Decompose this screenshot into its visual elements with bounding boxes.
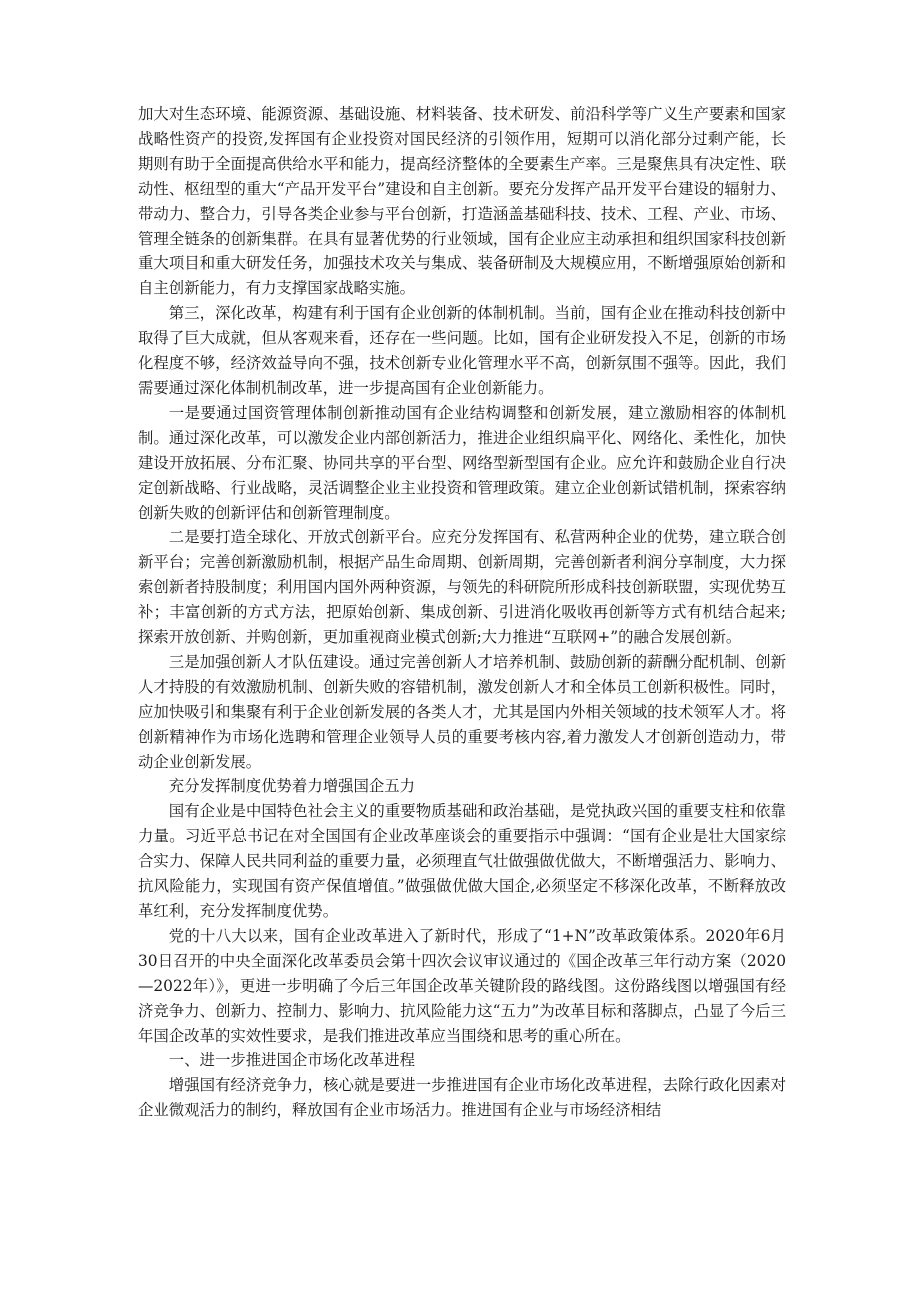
paragraph-8: 增强国有经济竞争力，核心就是要进一步推进国有企业市场化改革进程，去除行政化因素对企业微观活力的制约，释放国有企业市场活力。推进国有企业与市场经济相结 [138,1076,786,1120]
paragraph-7: 党的十八大以来，国有企业改革进入了新时代，形成了“1+N”改革政策体系。2020年6月30日召开的中央全面深化改革委员会第十四次会议审议通过的《国企改革三年行动方案（2020—2022年）》，更进一步明确了今后三年国企改革关键阶段的路线图。这份路线图以增强国有经济竞争力、创新力、控制力、影响力、抗风险能力这“五力”为改革目标和落脚点，凸显了今后三年国企改革的实效性要求，是我们推进改革应当围绕和思考的重心所在。 [138,926,786,1045]
paragraph-2: 第三，深化改革，构建有利于国有企业创新的体制机制。当前，国有企业在推动科技创新中取得了巨大成就，但从客观来看，还存在一些问题。比如，国有企业研发投入不足，创新的市场化程度不够，经济效益导向不强，技术创新专业化管理水平不高，创新氛围不强等。因此，我们需要通过深化体制机制改革，进一步提高国有企业创新能力。 [138,304,786,397]
paragraph-5: 三是加强创新人才队伍建设。通过完善创新人才培养机制、鼓励创新的薪酬分配机制、创新人才持股的有效激励机制、创新失败的容错机制，激发创新人才和全体员工创新积极性。同时，应加快吸引和集聚有利于企业创新发展的各类人才，尤其是国内外相关领域的技术领军人才。将创新精神作为市场化选聘和管理企业领导人员的重要考核内容,着力激发人才创新创造动力，带动企业创新发展。 [138,652,786,771]
section-heading-marketization: 一、进一步推进国企市场化改革进程 [168,1051,416,1070]
paragraph-4: 二是要打造全球化、开放式创新平台。应充分发挥国有、私营两种企业的优势，建立联合创新平台；完善创新激励机制，根据产品生命周期、创新周期，完善创新者利润分享制度，大力探索创新者持股制度；利用国内国外两种资源，与领先的科研院所形成科技创新联盟，实现优势互补；丰富创新的方式方法，把原始创新、集成创新、引进消化吸收再创新等方式有机结合起来;探索开放创新、并购创新，更加重视商业模式创新;大力推进“互联网+”的融合发展创新。 [138,528,786,647]
section-heading-five-forces: 充分发挥制度优势着力增强国企五力 [168,777,416,796]
paragraph-6: 国有企业是中国特色社会主义的重要物质基础和政治基础，是党执政兴国的重要支柱和依靠力量。习近平总书记在对全国国有企业改革座谈会的重要指示中强调：“国有企业是壮大国家综合实力、保障人民共同利益的重要力量，必须理直气壮做强做优做大，不断增强活力、影响力、抗风险能力，实现国有资产保值增值。”做强做优做大国企,必须坚定不移深化改革，不断释放改革红利，充分发挥制度优势。 [138,802,786,920]
paragraph-1: 加大对生态环境、能源资源、基础设施、材料装备、技术研发、前沿科学等广义生产要素和国家战略性资产的投资,发挥国有企业投资对国民经济的引领作用，短期可以消化部分过剩产能，长期则有助于全面提高供给水平和能力，提高经济整体的全要素生产率。三是聚焦具有决定性、联动性、枢纽型的重大“产品开发平台”建设和自主创新。要充分发挥产品开发平台建设的辐射力、带动力、整合力，引导各类企业参与平台创新，打造涵盖基础科技、技术、工程、产业、市场、管理全链条的创新集群。在具有显著优势的行业领域，国有企业应主动承担和组织国家科技创新重大项目和重大研发任务，加强技术攻关与集成、装备研制及大规模应用，不断增强原始创新和自主创新能力，有力支撑国家战略实施。 [138,105,786,298]
document-body [138,102,786,1123]
paragraph-3: 一是要通过国资管理体制创新推动国有企业结构调整和创新发展，建立激励相容的体制机制。通过深化改革，可以激发企业内部创新活力，推进企业组织扁平化、网络化、柔性化，加快建设开放拓展、分布汇聚、协同共享的平台型、网络型新型国有企业。应允许和鼓励企业自行决定创新战略、行业战略，灵活调整企业主业投资和管理政策。建立企业创新试错机制，探索容纳创新失败的创新评估和创新管理制度。 [138,403,786,522]
